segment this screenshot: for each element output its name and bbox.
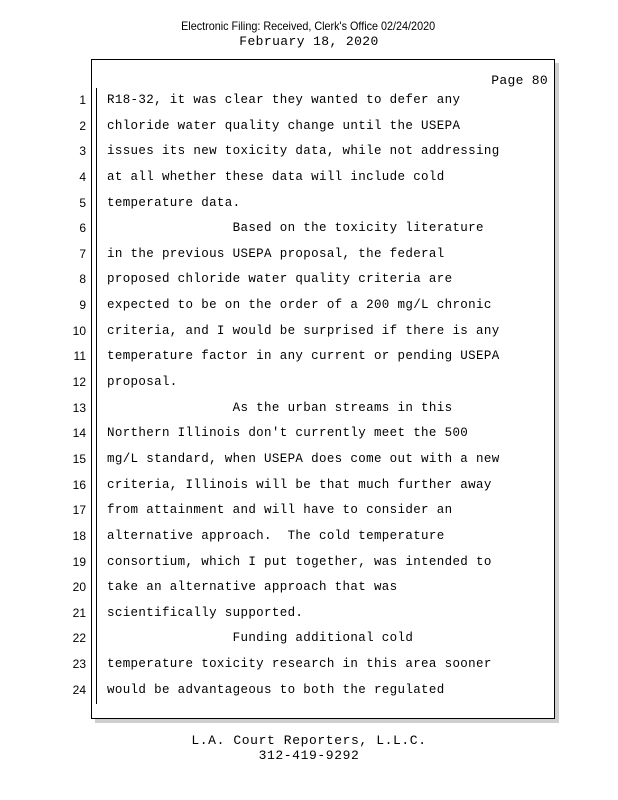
line-text: at all whether these data will include cold xyxy=(107,169,445,184)
line-text: R18-32, it was clear they wanted to defer any xyxy=(107,93,461,107)
line-number: 19 xyxy=(72,554,86,569)
transcript-line xyxy=(0,269,618,295)
line-text: Northern Illinois don't currently meet the 500 xyxy=(107,426,469,441)
transcript-line xyxy=(0,321,618,347)
line-text: Funding additional cold xyxy=(107,631,414,646)
line-number: 13 xyxy=(72,400,86,415)
line-number: 2 xyxy=(79,118,86,133)
line-number: 23 xyxy=(72,657,86,672)
transcript-line xyxy=(0,603,618,629)
transcript-line xyxy=(0,500,618,526)
line-number: 22 xyxy=(72,631,86,646)
line-number: 18 xyxy=(72,528,86,543)
line-number: 21 xyxy=(72,605,86,620)
line-number: 5 xyxy=(79,195,86,210)
line-number: 10 xyxy=(72,323,86,338)
line-number: 4 xyxy=(79,169,86,184)
line-text: chloride water quality change until the USEPA xyxy=(107,118,461,133)
line-number: 17 xyxy=(72,503,86,518)
transcript-line xyxy=(0,90,618,116)
transcript-line xyxy=(0,218,618,244)
line-text: from attainment and will have to consider an xyxy=(107,503,453,518)
line-text: criteria, and I would be surprised if there is any xyxy=(107,323,500,338)
transcript-lines xyxy=(0,90,618,705)
line-text: scientifically supported. xyxy=(107,605,304,620)
line-number: 20 xyxy=(72,580,86,595)
transcript-date: February 18, 2020 xyxy=(239,34,379,49)
line-text: temperature factor in any current or pending USEPA xyxy=(107,349,500,364)
line-number: 6 xyxy=(79,221,86,236)
transcript-line xyxy=(0,552,618,578)
transcript-line xyxy=(0,244,618,270)
transcript-line xyxy=(0,295,618,321)
line-text: proposed chloride water quality criteria are xyxy=(107,272,453,287)
line-number: 8 xyxy=(79,272,86,287)
transcript-line xyxy=(0,346,618,372)
line-text: expected to be on the order of a 200 mg/L chronic xyxy=(107,298,492,313)
line-text: temperature data. xyxy=(107,195,241,210)
transcript-line xyxy=(0,141,618,167)
transcript-line xyxy=(0,526,618,552)
transcript-line xyxy=(0,449,618,475)
line-text: take an alternative approach that was xyxy=(107,580,398,595)
line-number: 15 xyxy=(72,451,86,466)
page-number: Page 80 xyxy=(491,73,548,88)
line-number: 1 xyxy=(79,93,86,107)
line-number: 14 xyxy=(72,426,86,441)
transcript-line xyxy=(0,577,618,603)
filing-stamp: Electronic Filing: Received, Clerk's Office 02/24/2020 xyxy=(181,19,436,33)
line-text: consortium, which I put together, was intended to xyxy=(107,554,492,569)
line-number: 11 xyxy=(73,349,86,364)
line-number: 16 xyxy=(72,477,86,492)
line-number: 24 xyxy=(72,682,86,697)
page-footer xyxy=(0,733,618,763)
line-number: 7 xyxy=(79,246,86,261)
line-text: would be advantageous to both the regulated xyxy=(107,682,445,697)
line-text: in the previous USEPA proposal, the federal xyxy=(107,246,445,261)
line-text: Based on the toxicity literature xyxy=(107,221,484,236)
transcript-line xyxy=(0,628,618,654)
line-number: 3 xyxy=(79,144,86,159)
transcript-line xyxy=(0,654,618,680)
transcript-line xyxy=(0,193,618,219)
transcript-line xyxy=(0,116,618,142)
line-text: mg/L standard, when USEPA does come out with a new xyxy=(107,451,500,466)
line-text: issues its new toxicity data, while not addressing xyxy=(107,144,500,159)
line-text: alternative approach. The cold temperature xyxy=(107,528,445,543)
line-number: 9 xyxy=(79,298,86,313)
transcript-line xyxy=(0,372,618,398)
line-text: criteria, Illinois will be that much further away xyxy=(107,477,492,492)
line-text: proposal. xyxy=(107,375,178,390)
reporter-phone: 312-419-9292 xyxy=(258,748,360,763)
line-number: 12 xyxy=(72,375,86,390)
transcript-line xyxy=(0,423,618,449)
transcript-line xyxy=(0,167,618,193)
transcript-line xyxy=(0,680,618,706)
reporter-company: L.A. Court Reporters, L.L.C. xyxy=(191,733,427,748)
line-text: temperature toxicity research in this area sooner xyxy=(107,657,492,672)
line-text: As the urban streams in this xyxy=(107,400,453,415)
transcript-line xyxy=(0,398,618,424)
transcript-line xyxy=(0,475,618,501)
